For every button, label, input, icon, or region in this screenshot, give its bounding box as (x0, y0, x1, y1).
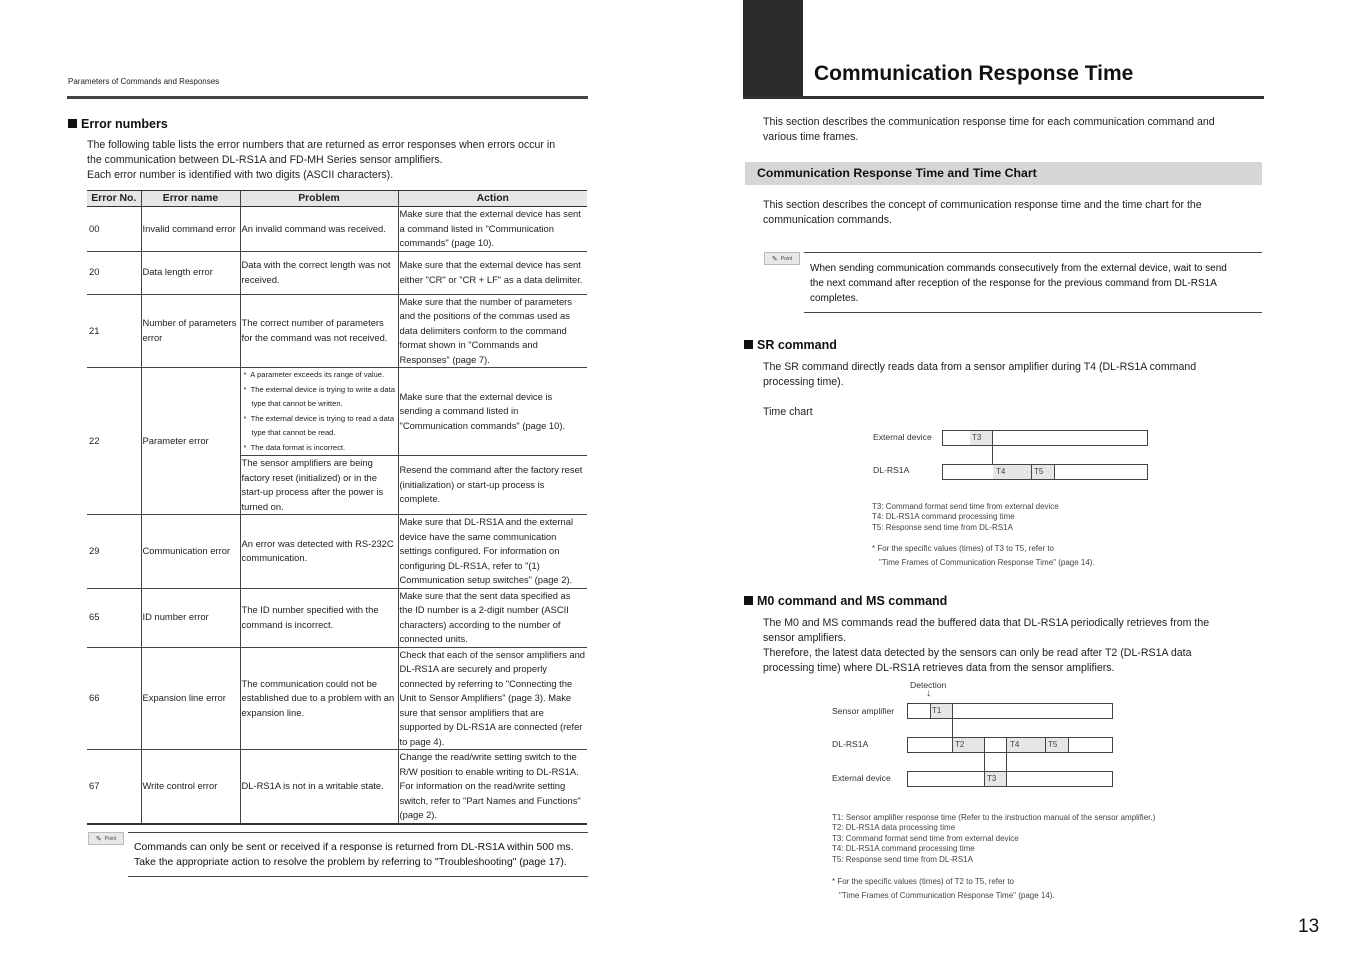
text-line: Therefore, the latest data detected by the sensors can only be read after T2 (DL-RS1A data (763, 647, 1192, 659)
m0-legend (832, 813, 1155, 865)
segment-divider (992, 430, 993, 446)
error-no-cell: 21 (87, 294, 141, 368)
sr-description (763, 360, 1196, 390)
t3-segment: T3 (985, 772, 1006, 786)
row-label-dl-rs1a: DL-RS1A (873, 465, 910, 475)
note-line: Take the appropriate action to resolve the problem by referring to "Troubleshooting" (page 17). (134, 857, 567, 868)
point-icon (764, 252, 800, 265)
segment-divider (1006, 771, 1007, 787)
problem-bullets-cell (240, 368, 398, 456)
note-line: When sending communication commands consecutively from the external device, wait to send (810, 263, 1227, 274)
sr-footnote (872, 542, 1095, 570)
table-header-row (87, 191, 587, 207)
section-title-text: Error numbers (81, 117, 168, 131)
intro-line: various time frames. (763, 131, 859, 143)
error-no-cell: 29 (87, 515, 141, 589)
subsection-title: Communication Response Time and Time Chart (757, 166, 1037, 180)
square-bullet-icon (744, 596, 753, 605)
pencil-icon: ✎ (771, 255, 778, 263)
text-line: The SR command directly reads data from a sensor amplifier during T4 (DL-RS1A command (763, 361, 1197, 373)
subsection-bar (745, 162, 1262, 185)
time-chart-label: Time chart (763, 406, 813, 418)
point-label: Point (780, 255, 793, 262)
footnote-line: * For the specific values (times) of T3 to T5, refer to (872, 544, 1054, 553)
note-line: Commands can only be sent or received if a response is returned from DL-RS1A within 500 ms. (134, 842, 574, 853)
bullet-mark: * (243, 413, 247, 423)
text-line: sensor amplifiers. (763, 632, 847, 644)
action-cell: Make sure that the external device has sent either "CR" or "CR + LF" as a data delimiter. (398, 251, 587, 294)
note-line: completes. (810, 293, 859, 304)
row-label-sensor-amplifier: Sensor amplifier (832, 706, 895, 716)
square-bullet-icon (744, 340, 753, 349)
column-header: Error name (141, 191, 240, 207)
point-note-right (804, 252, 1262, 313)
action-cell: Make sure that the number of parameters and the positions of the commas used as data delimiters conform to the command format shown in "Commands and Responses" (page 7). (398, 294, 587, 368)
text-line: processing time). (763, 376, 844, 388)
intro-line: The following table lists the error numbers that are returned as error responses when errors occur in (87, 139, 556, 151)
pencil-icon: ✎ (95, 835, 102, 843)
legend-line: T3: Command format send time from external device (872, 502, 1059, 511)
sr-legend (872, 502, 1059, 533)
table-row (87, 294, 587, 368)
section-heading-m0 (744, 594, 947, 608)
t1-segment: T1 (930, 704, 952, 718)
segment-divider (1054, 464, 1055, 480)
intro-line: Each error number is identified with two digits (ASCII characters). (87, 169, 394, 181)
action-cell: Check that each of the sensor amplifiers and DL-RS1A are securely and properly connected by referring to "Connecting the Unit to Sensor Amplifiers" (page 3). Make sure that sensor amplifiers that are supported by DL-RS1A are connected (refer to page 4). (398, 647, 587, 750)
problem-cell: Data with the correct length was not received. (240, 251, 398, 294)
action-cell: Resend the command after the factory reset (initialization) or start-up process is complete. (398, 456, 587, 515)
handoff-line (1006, 753, 1007, 771)
segment-divider (984, 737, 985, 753)
t3-segment: T3 (970, 431, 992, 445)
error-numbers-table (87, 190, 587, 825)
footnote-line: "Time Frames of Communication Response Time" (page 14). (839, 891, 1055, 900)
problem-cell: The sensor amplifiers are being factory reset (initialized) or in the start-up process after the power is turned on. (240, 456, 398, 515)
intro-line: communication commands. (763, 214, 892, 226)
problem-bullet (242, 368, 397, 383)
problem-cell: The correct number of parameters for the command was not received. (240, 294, 398, 368)
detection-label: Detection (910, 680, 947, 690)
segment-divider (952, 703, 953, 719)
t4-segment: T4 (1007, 738, 1045, 752)
text-line: The M0 and MS commands read the buffered data that DL-RS1A periodically retrieves from the (763, 617, 1210, 629)
error-no-cell: 22 (87, 368, 141, 515)
m0-footnote (832, 875, 1055, 903)
action-cell: Make sure that the external device has sent a command listed in "Communication commands" (page 10). (398, 207, 587, 252)
legend-line: T4: DL-RS1A command processing time (832, 844, 975, 854)
error-no-cell: 66 (87, 647, 141, 750)
legend-line: T3: Command format send time from external device (832, 833, 1019, 843)
legend-line: T2: DL-RS1A data processing time (832, 823, 956, 833)
timeline-bar (907, 771, 1113, 787)
table-row (87, 750, 587, 824)
section-heading-error-numbers (68, 117, 168, 131)
action-cell: Make sure that DL-RS1A and the external device have the same communication settings configured. For information on configuring DL-RS1A, refer to "(1) Communication setup switches" (page 2). (398, 515, 587, 589)
row-label-external-device: External device (873, 432, 932, 442)
bullet-text: The data format is incorrect. (250, 442, 346, 452)
bullet-mark: * (243, 384, 247, 394)
section-heading-sr (744, 338, 837, 352)
handoff-line (992, 446, 993, 464)
page-title: Communication Response Time (814, 62, 1134, 85)
point-icon (88, 832, 124, 845)
t2-segment: T2 (953, 738, 984, 752)
error-no-cell: 67 (87, 750, 141, 824)
error-name-cell: Data length error (141, 251, 240, 294)
footnote-line: "Time Frames of Communication Response Time" (page 14). (879, 558, 1095, 567)
running-header: Parameters of Commands and Responses (68, 77, 220, 86)
legend-line: T5: Response send time from DL-RS1A (872, 522, 1013, 532)
problem-cell: The ID number specified with the command is incorrect. (240, 588, 398, 647)
error-name-cell: Communication error (141, 515, 240, 589)
table-row (87, 207, 587, 252)
chapter-tab (743, 0, 803, 98)
bullet-text: The external device is trying to write a data type that cannot be written. (250, 384, 395, 408)
bullet-mark: * (243, 370, 247, 379)
error-no-cell: 65 (87, 588, 141, 647)
intro-line: This section describes the concept of communication response time and the time chart for the (763, 199, 1202, 211)
down-arrow-icon: ↓ (926, 688, 931, 699)
table-row (87, 251, 587, 294)
handoff-line (984, 753, 985, 771)
point-note-left (128, 832, 588, 877)
error-name-cell: Number of parameters error (141, 294, 240, 368)
error-name-cell: Invalid command error (141, 207, 240, 252)
right-intro-paragraph (763, 115, 1215, 145)
header-rule (67, 96, 588, 99)
action-cell: Make sure that the sent data specified as the ID number is a 2-digit number (ASCII characters) according to the number of connected units. (398, 588, 587, 647)
m0-description (763, 616, 1209, 676)
problem-cell: DL-RS1A is not in a writable state. (240, 750, 398, 824)
footnote-line: * For the specific values (times) of T2 to T5, refer to (832, 877, 1014, 886)
error-name-cell: Expansion line error (141, 647, 240, 750)
problem-bullet (242, 383, 397, 412)
column-header: Error No. (87, 191, 141, 207)
sr-time-chart (860, 426, 1160, 486)
problem-cell: The communication could not be established due to a problem with an expansion line. (240, 647, 398, 750)
row-label-external-device: External device (832, 773, 891, 783)
column-header: Action (398, 191, 587, 207)
error-no-cell: 20 (87, 251, 141, 294)
intro-line: the communication between DL-RS1A and FD-MH Series sensor amplifiers. (87, 154, 443, 166)
error-name-cell: ID number error (141, 588, 240, 647)
segment-divider (1068, 737, 1069, 753)
segment-divider (930, 703, 931, 719)
problem-cell: An error was detected with RS-232C communication. (240, 515, 398, 589)
subsection-intro-paragraph (763, 198, 1202, 228)
text-line: processing time) where DL-RS1A retrieves data from the sensor amplifiers. (763, 662, 1115, 674)
m0-time-chart (820, 678, 1130, 793)
title-rule (743, 96, 1264, 99)
handoff-line (952, 719, 953, 737)
bullet-mark: * (243, 442, 247, 452)
error-name-cell: Parameter error (141, 368, 240, 515)
section-title-text: M0 command and MS command (757, 594, 948, 608)
point-label: Point (104, 835, 117, 842)
error-no-cell: 00 (87, 207, 141, 252)
table-row (87, 515, 587, 589)
square-bullet-icon (68, 119, 77, 128)
t5-segment: T5 (1046, 738, 1068, 752)
intro-line: This section describes the communication response time for each communication command and (763, 116, 1215, 128)
note-line: the next command after reception of the response for the previous command from DL-RS1A (810, 278, 1217, 289)
row-label-dl-rs1a: DL-RS1A (832, 739, 869, 749)
problem-bullet (242, 441, 397, 456)
table-row (87, 588, 587, 647)
error-name-cell: Write control error (141, 750, 240, 824)
problem-bullet (242, 412, 397, 441)
section-title-text: SR command (757, 338, 837, 352)
error-intro-paragraph (87, 138, 555, 183)
t5-segment: T5 (1032, 465, 1054, 479)
problem-cell: An invalid command was received. (240, 207, 398, 252)
column-header: Problem (240, 191, 398, 207)
bullet-text: The external device is trying to read a data type that cannot be read. (250, 413, 395, 437)
action-cell: Change the read/write setting switch to the R/W position to enable writing to DL-RS1A. For information on the read/write setting switch, refer to "Part Names and Functions" (page 2). (398, 750, 587, 824)
table-row (87, 647, 587, 750)
legend-line: T4: DL-RS1A command processing time (872, 512, 1015, 522)
legend-line: T5: Response send time from DL-RS1A (832, 854, 973, 864)
page-number: 13 (1298, 916, 1320, 937)
table-row (87, 368, 587, 456)
action-cell: Make sure that the external device is sending a command listed in "Communication commands" (page 10). (398, 368, 587, 456)
t4-segment: T4 (993, 465, 1031, 479)
legend-line: T1: Sensor amplifier response time (Refer to the instruction manual of the sensor amplifier.) (832, 813, 1156, 822)
bullet-text: A parameter exceeds its range of value. (250, 370, 385, 379)
